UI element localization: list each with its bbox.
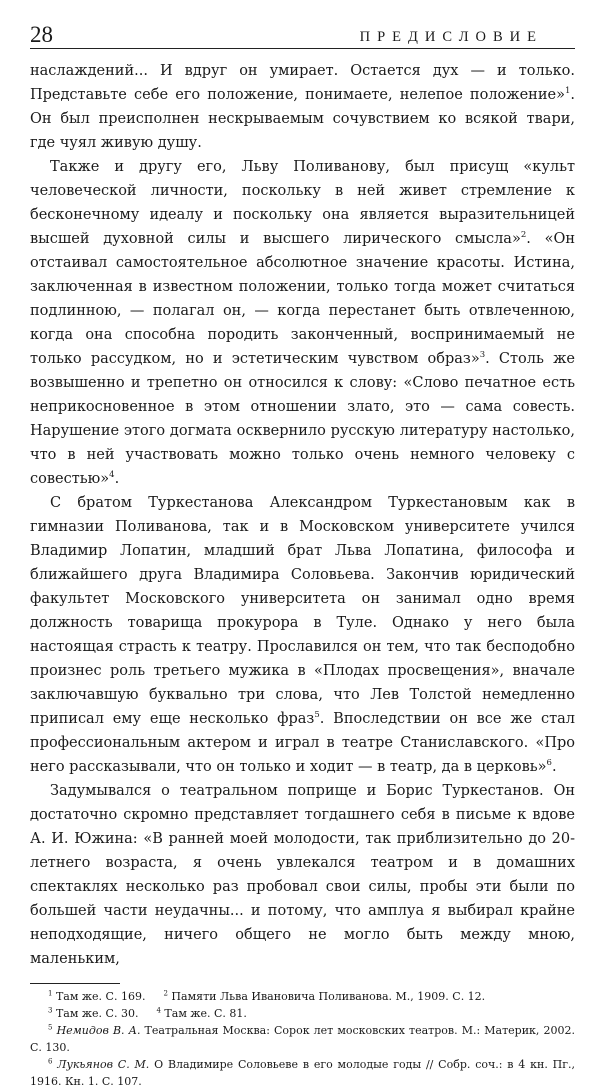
footnote-text: Там же. С. 30. [55,1007,139,1020]
book-page [30,14,575,1090]
footnote-marker: 4 [109,470,115,481]
footnote-marker: 5 [314,710,320,721]
footnote-line [30,988,575,1005]
paragraph-text: . Впоследствии он все же стал профессиональным актером и играл в театре Станиславского. «Про него рассказывали, что он только и ходит — в театр, да в церковь» [30,711,576,775]
footnote-text: Памяти Льва Ивановича Поливанова. М., 1909. С. 12. [171,990,486,1003]
footnote-text: Там же. С. 81. [164,1007,247,1020]
paragraph-text: . [114,471,120,487]
footnote-number: 5 [48,1023,53,1032]
footnote-author: Немидов В. А. [56,1024,141,1037]
paragraph-text: . Столь же возвышенно и трепетно он относился к слову: «Слово печатное есть неприкосновенное в этом отношении злато, это — сама совесть. Нарушение этого догмата осквернило русскую литературу настолько, что в ней участвовать можно только очень немного человеку с совестью» [30,351,575,487]
footnote-marker: 2 [520,230,527,241]
footnote-line [30,1022,575,1056]
paragraph-text: . Он был преисполнен нескрываемым сочувствием ко всякой твари, где чуял живую душу. [30,87,575,151]
footnote-divider [30,983,120,984]
paragraph-text: наслаждений... И вдруг он умирает. Остается дух — и только. Представьте себе его положение, понимаете, нелепое положение» [30,63,575,103]
paragraph-text: Также и другу его, Льву Поливанову, был присущ «культ человеческой личности, поскольку в ней живет стремление к бесконечному идеалу и поскольку она является выразительницей высшей духовной силы и высшего лирического смысла» [30,159,575,247]
footnotes [30,988,575,1090]
running-head [30,14,575,49]
paragraph [30,491,575,779]
paragraph-text: Задумывался о театральном поприще и Борис Туркестанов. Он достаточно скромно представляет тогдашнего себя в письме к вдове А. И. Южина: «В ранней моей молодости, так приблизительно до 20-летнего возраста, я очень увлекался театром и в домашних спектаклях несколько раз пробовал свои силы, пробы эти были по большей части неудачны... и потому, что амплуа я выбирал крайне неподходящие, ничего общего не могло быть между мною, маленьким, [30,783,575,967]
paragraph [30,59,575,155]
footnote-line [30,1005,575,1022]
paragraph-text: С братом Туркестанова Александром Туркестановым как в гимназии Поливанова, так и в Московском университете учился Владимир Лопатин, младший брат Льва Лопатина, философа и ближайшего друга Владимира Соловьева. Закончив юридический факультет Московского университета он занимал одно время должность товарища прокурора в Туле. Однако у него была настоящая страсть к театру. Прославился он тем, что так бесподобно произнес роль третьего мужика в «Плодах просвещения», вначале заключавшую буквально три слова, что Лев Толстой немедленно приписал ему еще несколько фраз [30,495,575,727]
footnote-text: Театральная Москва: Сорок лет московских театров. М.: Материк, 2002. С. 130. [30,1024,575,1054]
paragraph [30,779,575,971]
footnote-number: 6 [48,1057,53,1066]
page-number: 28 [30,22,53,47]
footnote-number: 4 [156,1006,161,1015]
paragraph [30,155,575,491]
paragraph-text: . «Он отстаивал самостоятельное абсолютное значение красоты. Истина, заключенная в известном положении, только тогда может считаться подлинною, — полагал он, — когда перестанет быть отвлеченною, когда она способна породить законченный, воспринимаемый не только рассудком, но и эстетическим чувством образ» [30,231,575,367]
footnote-marker: 3 [479,350,486,361]
footnote-text: Там же. С. 169. [55,990,146,1003]
footnote-number: 2 [163,989,168,998]
footnote-marker: 1 [564,86,571,97]
paragraph-text: . [551,759,557,775]
footnote-author: Лукьянов С. М. [57,1058,150,1071]
running-title: ПРЕДИСЛОВИЕ [359,29,543,45]
footnote-text: О Владимире Соловьеве в его молодые годы // Собр. соч.: в 4 кн. Пг., 1916. Кн. 1. С. 107. [30,1058,575,1088]
footnote-number: 3 [48,1006,53,1015]
footnote-marker: 6 [546,758,552,769]
body-text [30,59,575,971]
footnote-line [30,1056,575,1090]
footnote-number: 1 [48,989,53,998]
